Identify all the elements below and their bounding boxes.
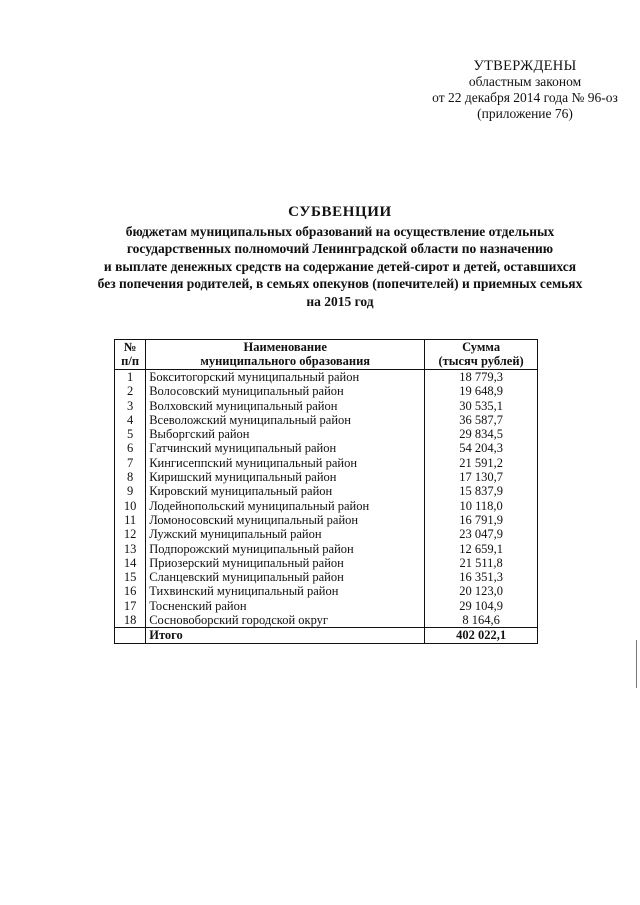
table-row [115, 599, 538, 613]
table-row [115, 499, 538, 513]
row-name: Кировский муниципальный район [146, 484, 425, 498]
row-sum: 30 535,1 [425, 399, 538, 413]
scan-edge-line [636, 640, 637, 688]
header-sum-line2: (тысяч рублей) [438, 353, 524, 368]
document-title-block [60, 204, 620, 310]
row-sum: 16 791,9 [425, 513, 538, 527]
approval-heading: УТВЕРЖДЕНЫ [473, 58, 577, 74]
row-sum: 36 587,7 [425, 413, 538, 427]
row-name: Лужский муниципальный район [146, 527, 425, 541]
table-row [115, 427, 538, 441]
row-number: 15 [115, 570, 146, 584]
row-number: 11 [115, 513, 146, 527]
row-number: 5 [115, 427, 146, 441]
row-sum: 20 123,0 [425, 584, 538, 598]
row-number: 14 [115, 556, 146, 570]
header-name-line1: Наименование [243, 340, 327, 354]
table-row [115, 613, 538, 628]
row-number: 4 [115, 413, 146, 427]
row-name: Подпорожский муниципальный район [146, 542, 425, 556]
row-name: Тосненский район [146, 599, 425, 613]
document-title: СУБВЕНЦИИ [288, 204, 392, 220]
table-row [115, 441, 538, 455]
row-sum: 29 104,9 [425, 599, 538, 613]
row-number: 17 [115, 599, 146, 613]
row-sum: 19 648,9 [425, 384, 538, 398]
row-number: 16 [115, 584, 146, 598]
row-sum: 10 118,0 [425, 499, 538, 513]
total-sum: 402 022,1 [425, 628, 538, 643]
row-name: Приозерский муниципальный район [146, 556, 425, 570]
row-number: 2 [115, 384, 146, 398]
row-name: Тихвинский муниципальный район [146, 584, 425, 598]
table-row [115, 584, 538, 598]
row-name: Волосовский муниципальный район [146, 384, 425, 398]
row-sum: 17 130,7 [425, 470, 538, 484]
header-number-line1: № [123, 340, 137, 354]
row-number: 10 [115, 499, 146, 513]
table-row [115, 513, 538, 527]
header-name-line2: муниципального образования [200, 353, 371, 368]
row-sum: 21 511,8 [425, 556, 538, 570]
row-sum: 21 591,2 [425, 456, 538, 470]
row-number: 18 [115, 613, 146, 628]
header-sum-line1: Сумма [462, 340, 501, 354]
title-line-2: государственных полномочий Ленинградской области по назначению [126, 241, 554, 256]
row-sum: 23 047,9 [425, 527, 538, 541]
row-name: Всеволожский муниципальный район [146, 413, 425, 427]
subsidy-table [114, 339, 538, 644]
header-number-line2: п/п [121, 353, 140, 368]
table-row [115, 384, 538, 398]
approval-law-line: областным законом [468, 74, 582, 89]
header-sum [425, 340, 538, 370]
row-name: Лодейнопольский муниципальный район [146, 499, 425, 513]
row-sum: 29 834,5 [425, 427, 538, 441]
row-number: 8 [115, 470, 146, 484]
row-sum: 15 837,9 [425, 484, 538, 498]
table-header-row [115, 340, 538, 370]
table-row [115, 399, 538, 413]
row-number: 6 [115, 441, 146, 455]
row-sum: 54 204,3 [425, 441, 538, 455]
total-label: Итого [146, 628, 425, 643]
approval-block [420, 58, 630, 122]
row-number: 3 [115, 399, 146, 413]
total-row [115, 628, 538, 643]
header-number [115, 340, 146, 370]
row-sum: 16 351,3 [425, 570, 538, 584]
row-number: 12 [115, 527, 146, 541]
table-row [115, 556, 538, 570]
row-name: Киришский муниципальный район [146, 470, 425, 484]
header-name [146, 340, 425, 370]
row-sum: 12 659,1 [425, 542, 538, 556]
title-line-5: на 2015 год [306, 293, 374, 309]
table-row [115, 470, 538, 484]
table-row [115, 456, 538, 470]
row-number: 9 [115, 484, 146, 498]
table-row [115, 527, 538, 541]
table-row [115, 570, 538, 584]
table-row [115, 413, 538, 427]
row-number: 1 [115, 370, 146, 385]
row-number: 7 [115, 456, 146, 470]
row-number: 13 [115, 542, 146, 556]
row-name: Выборгский район [146, 427, 425, 441]
row-name: Гатчинский муниципальный район [146, 441, 425, 455]
row-name: Ломоносовский муниципальный район [146, 513, 425, 527]
approval-appendix-line: (приложение 76) [477, 106, 573, 121]
table-row [115, 542, 538, 556]
table-row [115, 370, 538, 385]
approval-date-line: от 22 декабря 2014 года № 96-оз [432, 90, 618, 105]
row-name: Волховский муниципальный район [146, 399, 425, 413]
row-name: Бокситогорский муниципальный район [146, 370, 425, 385]
row-name: Сосновоборский городской округ [146, 613, 425, 628]
title-line-3: и выплате денежных средств на содержание детей-сирот и детей, оставшихся [103, 258, 577, 274]
table-row [115, 484, 538, 498]
row-sum: 8 164,6 [425, 613, 538, 628]
title-line-4: без попечения родителей, в семьях опекунов (попечителей) и приемных семьях [97, 276, 583, 291]
row-name: Сланцевский муниципальный район [146, 570, 425, 584]
row-sum: 18 779,3 [425, 370, 538, 385]
total-number-cell [115, 628, 146, 643]
title-line-1: бюджетам муниципальных образований на осуществление отдельных [125, 223, 555, 239]
row-name: Кингисеппский муниципальный район [146, 456, 425, 470]
